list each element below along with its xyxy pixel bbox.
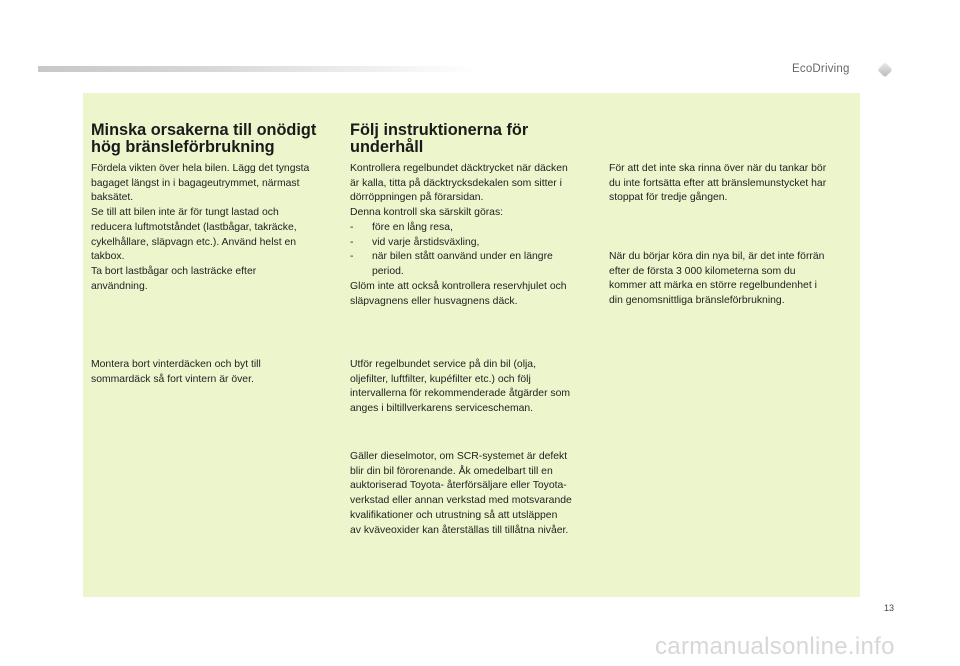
list-item: - vid varje årstidsväxling, xyxy=(350,236,600,251)
left-paragraph-tyres: Montera bort vinterdäcken och byt till sommardäck så fort vintern är över. xyxy=(91,359,261,385)
middle-heading: Följ instruktionerna för underhåll xyxy=(350,121,529,156)
header-gradient-bar xyxy=(38,66,478,72)
middle-paragraph-service: Utför regelbundet service på din bil (olja, oljefilter, luftfilter, kupéfilter etc.) och följ intervallerna för rekommenderade åtgärder som anges i biltillverkarens servicescheman. xyxy=(350,359,571,415)
right-paragraph-new-car: När du börjar köra din nya bil, är det inte förrän efter de första 3 000 kilometerna som du kommer att märka en större regelbundenhet i din genomsnittliga bränsleförbrukning. xyxy=(609,251,825,307)
left-paragraph-weight: Fördela vikten över hela bilen. Lägg det tyngsta bagaget längst in i bagageutrymmet, närmast baksätet. Se till att bilen inte är för tungt lastad och reducera luftmotståndet (lastbågar, takräcke, cykelhållare, släpvagn etc.). Använd helst en takbox. Ta bort lastbågar och lasträcke efter användning. xyxy=(91,163,310,292)
middle-check-list xyxy=(350,221,600,280)
list-item: - när bilen stått oanvänd under en längre period. xyxy=(350,250,600,279)
left-heading: Minska orsakerna till onödigt hög bränsleförbrukning xyxy=(91,121,317,156)
right-paragraph-fuel: För att det inte ska rinna över när du tankar bör du inte fortsätta efter att bränslemunstycket har stoppat för tredje gången. xyxy=(609,163,827,204)
middle-paragraph-spare: Glöm inte att också kontrollera reservhjulet och släpvagnens eller husvagnens däck. xyxy=(350,281,567,307)
middle-paragraph-scr: Gäller dieselmotor, om SCR-systemet är defekt blir din bil förorenande. Åk omedelbart till en auktoriserad Toyota- återförsäljare eller Toyota- verkstad eller annan verkstad med motsvarande kvalifikationer och utrustning så att utsläppen av kväveoxider kan återställas till tillåtna nivåer. xyxy=(350,451,572,536)
page-number: 13 xyxy=(884,603,895,613)
watermark-text: carmanualsonline.info xyxy=(655,633,895,660)
section-title: EcoDriving xyxy=(792,63,850,75)
middle-paragraph-pressure: Kontrollera regelbundet däcktrycket när däcken är kalla, titta på däcktrycksdekalen som sitter i dörröppningen på förarsidan. Denna kontroll ska särskilt göras: xyxy=(350,163,568,219)
page-corner-icon xyxy=(878,63,892,77)
list-item: - före en lång resa, xyxy=(350,221,600,236)
